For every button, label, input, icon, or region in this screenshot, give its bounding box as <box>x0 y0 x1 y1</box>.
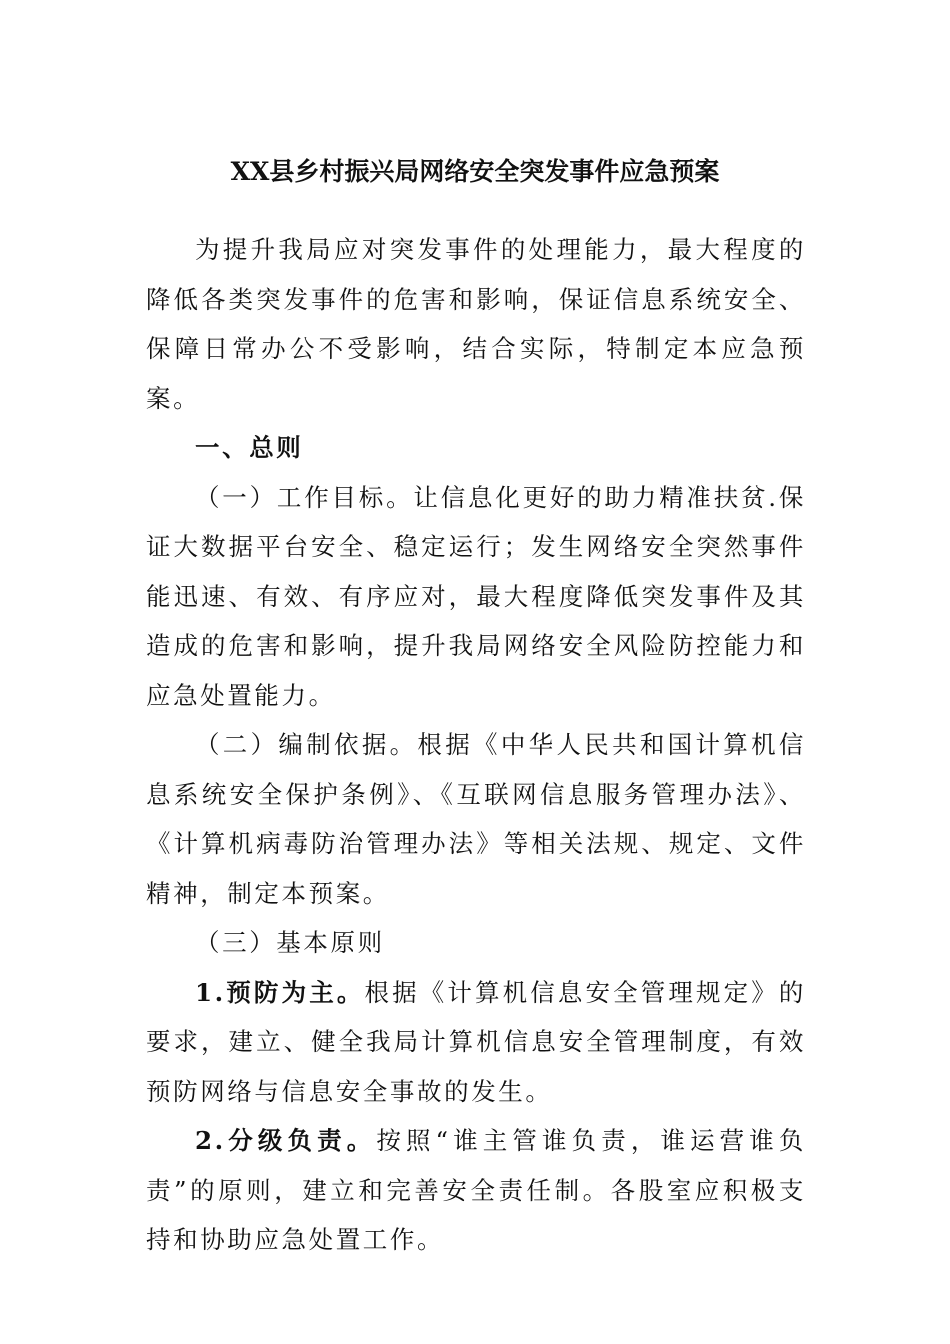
principle-responsibility-text: 按照“谁主管谁负责，谁运营谁负责”的原则，建立和完善安全责任制。各股室应积极支持和协助应急处置工作。 <box>146 1126 806 1254</box>
basis-paragraph: （二）编制依据。根据《中华人民共和国计算机信息系统安全保护条例》、《互联网信息服务管理办法》、《计算机病毒防治管理办法》等相关法规、规定、文件精神，制定本预案。 <box>146 730 806 908</box>
principle-prevention-text: 根据《计算机信息安全管理规定》的要求，建立、健全我局计算机信息安全管理制度，有效预防网络与信息安全事故的发生。 <box>146 977 806 1106</box>
work-goal-paragraph: （一）工作目标。让信息化更好的助力精准扶贫.保证大数据平台安全、稳定运行；发生网络安全突然事件能迅速、有效、有序应对，最大程度降低突发事件及其造成的危害和影响，提升我局网络安全风险防控能力和应急处置能力。 <box>146 482 806 710</box>
basic-principles-heading: （三）基本原则 <box>195 928 385 957</box>
document-body <box>146 225 806 1265</box>
principle-responsibility-paragraph <box>146 1116 806 1265</box>
intro-paragraph: 为提升我局应对突发事件的处理能力，最大程度的降低各类突发事件的危害和影响，保证信息系统安全、保障日常办公不受影响，结合实际，特制定本应急预案。 <box>146 235 806 413</box>
principle-prevention-lead: 1.预防为主。 <box>195 977 365 1007</box>
principle-prevention-paragraph <box>146 968 806 1117</box>
principle-responsibility-lead: 2.分级负责。 <box>195 1126 377 1155</box>
document-title: XX县乡村振兴局网络安全突发事件应急预案 <box>230 157 720 186</box>
section-heading-general: 一、总则 <box>195 433 304 462</box>
